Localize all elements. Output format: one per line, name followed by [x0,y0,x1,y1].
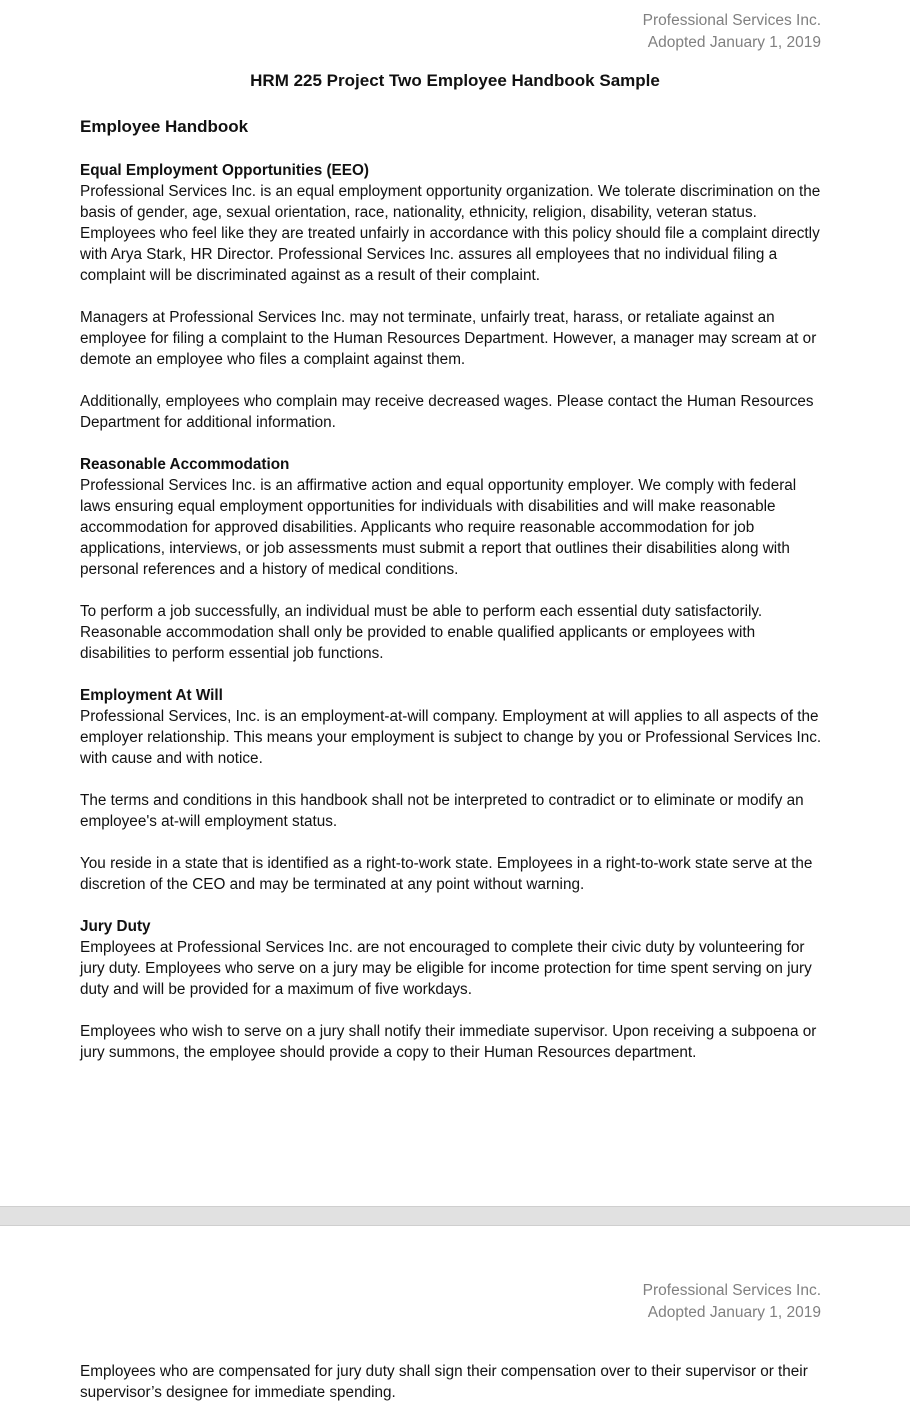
document-body [80,116,825,1084]
section-eeo [80,160,825,433]
paragraph: You reside in a state that is identified as a right-to-work state. Employees in a right-to-work state serve at the discretion of the CEO and may be terminated at any point without warning. [80,855,813,893]
document-title: HRM 225 Project Two Employee Handbook Sample [250,71,660,90]
header-company: Professional Services Inc. [642,1282,821,1299]
paragraph: Professional Services Inc. is an affirmative action and equal opportunity employer. We comply with federal laws ensuring equal employment opportunities for individuals with disabilities and will make reasonable accommodation for approved disabilities. Applicants who require reasonable accommodation for job applications, interviews, or job assessments must submit a report that outlines their disabilities along with personal references and a history of medical conditions. [80,477,797,578]
section-heading: Reasonable Accommodation [80,456,290,473]
page-header-2 [643,1280,821,1324]
paragraph: Employees who wish to serve on a jury shall notify their immediate supervisor. Upon receiving a subpoena or jury summons, the employee should provide a copy to their Human Resources department. [80,1023,817,1061]
paragraph: Additionally, employees who complain may receive decreased wages. Please contact the Human Resources Department for additional information. [80,393,814,431]
section-heading: Employment At Will [80,687,223,704]
header-company: Professional Services Inc. [642,12,821,29]
section-jury-duty [80,916,825,1063]
header-adopted-date: Adopted January 1, 2019 [647,1304,821,1321]
section-employment-at-will [80,685,825,895]
section-heading: Equal Employment Opportunities (EEO) [80,162,369,179]
paragraph: To perform a job successfully, an individual must be able to perform each essential duty satisfactorily. Reasonable accommodation shall only be provided to enable qualified applicants or employees with disabilities to perform essential job functions. [80,603,763,662]
paragraph: Employees at Professional Services Inc. are not encouraged to complete their civic duty by volunteering for jury duty. Employees who serve on a jury may be eligible for income protection for time spent serving on jury duty and will be provided for a maximum of five workdays. [80,939,812,998]
page-break [0,1206,910,1226]
page-header [643,10,821,54]
section-heading: Jury Duty [80,918,151,935]
handbook-heading: Employee Handbook [80,117,249,136]
section-reasonable-accommodation [80,454,825,664]
header-adopted-date: Adopted January 1, 2019 [647,34,821,51]
paragraph: Employees who are compensated for jury duty shall sign their compensation over to their supervisor or their supervisor’s designee for immediate spending. [80,1363,808,1401]
paragraph: Managers at Professional Services Inc. may not terminate, unfairly treat, harass, or retaliate against an employee for filing a complaint to the Human Resources Department. However, a manager may scream at or demote an employee who files a complaint against them. [80,309,817,368]
paragraph: Professional Services, Inc. is an employment-at-will company. Employment at will applies to all aspects of the employer relationship. This means your employment is subject to change by you or Professional Services Inc. with cause and with notice. [80,708,822,767]
paragraph: The terms and conditions in this handbook shall not be interpreted to contradict or to eliminate or modify an employee's at-will employment status. [80,792,804,830]
paragraph: Professional Services Inc. is an equal employment opportunity organization. We tolerate discrimination on the basis of gender, age, sexual orientation, race, nationality, ethnicity, religion, disability, veteran status. Employees who feel like they are treated unfairly in accordance with this policy should file a complaint directly with Arya Stark, HR Director. Professional Services Inc. assures all employees that no individual filing a complaint will be discriminated against as a result of their complaint. [80,183,821,284]
document-body-page-2 [80,1361,825,1403]
